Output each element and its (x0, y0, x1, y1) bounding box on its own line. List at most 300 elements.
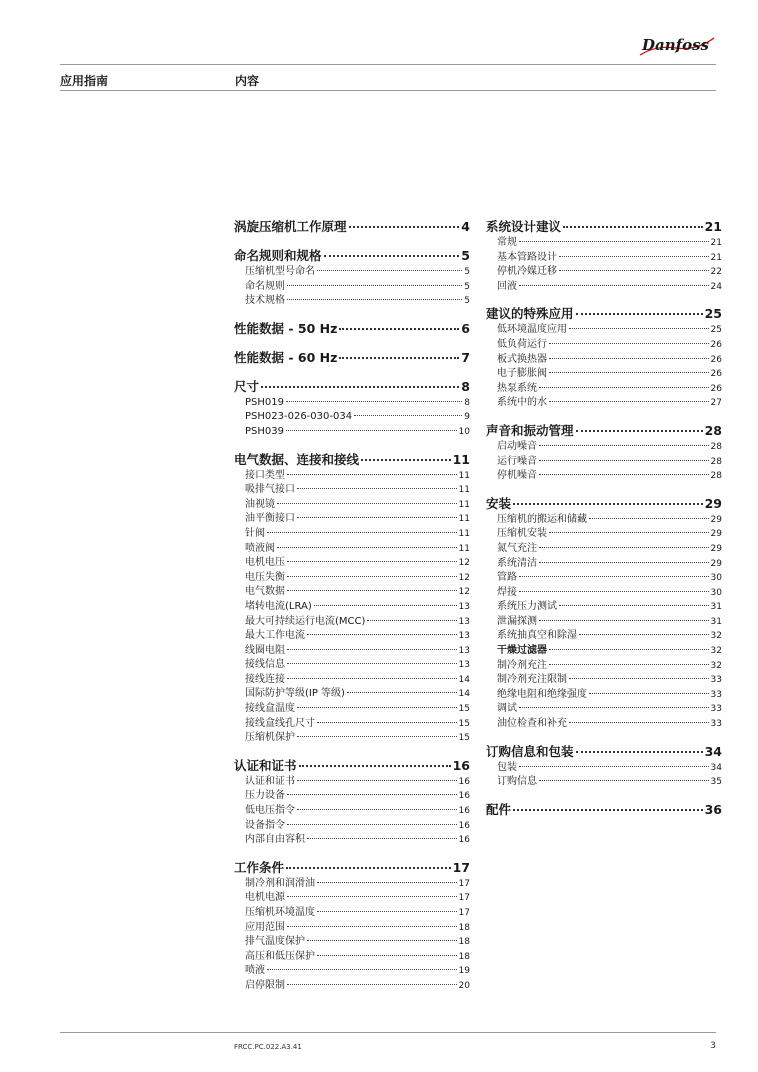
toc-entry-title: 堵转电流(LRA) (245, 600, 312, 612)
toc-entry-title: 最大工作电流 (245, 630, 305, 642)
toc-entry-title: 压缩机的搬运和储藏 (497, 513, 587, 525)
dot-leader (519, 285, 709, 286)
toc-entry-title: 低电压指令 (245, 805, 295, 817)
dot-leader (549, 664, 709, 665)
toc-subentry[interactable] (486, 702, 722, 717)
toc-subentry[interactable] (234, 425, 470, 440)
toc-entry-title: 命名规则 (245, 280, 285, 292)
toc-entry-title: 排气温度保护 (245, 936, 305, 948)
dot-leader (317, 911, 457, 912)
dot-leader (519, 241, 709, 242)
dot-leader (287, 649, 457, 650)
toc-entry-title: 建议的特殊应用 (486, 306, 574, 322)
toc-entry-page: 28 (710, 456, 722, 467)
toc-entry-title: 低负荷运行 (497, 338, 547, 350)
toc-entry-title: 认证和证书 (234, 757, 297, 773)
dot-leader (539, 547, 709, 548)
toc-subentry[interactable] (234, 571, 470, 586)
toc-subentry[interactable] (234, 687, 470, 702)
toc-entry-page: 17 (452, 859, 470, 875)
toc-subentry[interactable] (486, 323, 722, 338)
toc-entry-title: 接线连接 (245, 673, 285, 685)
toc-entry-page: 7 (461, 349, 470, 365)
toc-subentry[interactable] (486, 527, 722, 542)
toc-entry-page: 26 (710, 339, 722, 350)
dot-leader (287, 576, 457, 577)
toc-subentry[interactable] (234, 833, 470, 848)
toc-entry-page: 13 (458, 616, 470, 627)
document-code: FRCC.PC.022.A3.41 (234, 1043, 302, 1051)
toc-entry-title: 回液 (497, 280, 517, 292)
toc-entry-title: PSH023-026-030-034 (245, 411, 353, 423)
toc-subentry[interactable] (234, 906, 470, 921)
toc-entry-title: 系统中的水 (497, 397, 547, 409)
toc-section (234, 378, 470, 440)
toc-entry-title: 电机电源 (245, 892, 285, 904)
toc-entry-title: 泄漏探测 (497, 615, 537, 627)
toc-section-entry[interactable] (234, 859, 470, 877)
toc-subentry[interactable] (486, 688, 722, 703)
toc-entry-page: 34 (710, 762, 722, 773)
toc-subentry[interactable] (234, 410, 470, 425)
toc-entry-page: 31 (710, 616, 722, 627)
toc-subentry[interactable] (486, 600, 722, 615)
toc-subentry[interactable] (234, 717, 470, 732)
dot-leader (314, 605, 457, 606)
toc-section (234, 757, 470, 848)
toc-subentry[interactable] (486, 280, 722, 295)
toc-entry-title: 油视镜 (245, 498, 275, 510)
dot-leader (287, 984, 457, 985)
toc-entry-page: 31 (710, 602, 722, 613)
dot-leader (361, 459, 451, 461)
toc-subentry[interactable] (486, 615, 722, 630)
toc-entry-title: 系统抽真空和除湿 (497, 630, 577, 642)
toc-entry-page: 8 (464, 397, 470, 408)
toc-entry-page: 26 (710, 354, 722, 365)
toc-subentry[interactable] (234, 702, 470, 717)
toc-subentry[interactable] (234, 615, 470, 630)
toc-entry-title: 启停限制 (245, 979, 285, 991)
toc-section-entry[interactable] (234, 218, 470, 236)
toc-subentry[interactable] (234, 921, 470, 936)
toc-section-entry[interactable] (234, 247, 470, 265)
toc-left-column (234, 218, 470, 1005)
toc-subentry[interactable] (486, 469, 722, 484)
toc-subentry[interactable] (234, 294, 470, 309)
toc-entry-title: 热泵系统 (497, 382, 537, 394)
dot-leader (576, 751, 703, 753)
toc-subentry[interactable] (234, 483, 470, 498)
dot-leader (549, 358, 709, 359)
dot-leader (339, 328, 459, 330)
svg-text:Danfoss: Danfoss (642, 36, 709, 54)
toc-entry-page: 11 (458, 499, 470, 510)
toc-entry-title: 订购信息和包装 (486, 743, 574, 759)
dot-leader (299, 765, 451, 767)
toc-entry-title: 电机电压 (245, 557, 285, 569)
toc-entry-page: 4 (461, 219, 470, 234)
toc-subentry[interactable] (234, 731, 470, 746)
toc-entry-page: 13 (458, 645, 470, 656)
dot-leader (549, 372, 709, 373)
dot-leader (569, 722, 709, 723)
toc-entry-title: 常规 (497, 237, 517, 248)
dot-leader (569, 328, 709, 329)
dot-leader (287, 561, 457, 562)
toc-section (234, 349, 470, 367)
toc-entry-page: 11 (458, 470, 470, 481)
toc-subentry[interactable] (234, 629, 470, 644)
toc-entry-page: 32 (710, 646, 722, 657)
toc-subentry[interactable] (486, 586, 722, 601)
dot-leader (519, 576, 709, 577)
toc-subentry[interactable] (486, 382, 722, 397)
toc-entry-page: 28 (710, 471, 722, 482)
toc-subentry[interactable] (234, 673, 470, 688)
dot-leader (589, 518, 709, 519)
toc-subentry[interactable] (234, 280, 470, 295)
toc-entry-page: 32 (710, 660, 722, 671)
toc-entry-title: 线圈电阻 (245, 644, 285, 656)
toc-subentry[interactable] (234, 265, 470, 280)
dot-leader (297, 736, 457, 737)
dot-leader (539, 562, 709, 563)
toc-entry-page: 16 (452, 757, 470, 773)
dot-leader (307, 940, 457, 941)
toc-entry-title: 启动噪音 (497, 440, 537, 452)
dot-leader (287, 474, 457, 475)
header-section-label: 应用指南 (60, 74, 109, 88)
toc-entry-page: 29 (710, 514, 722, 525)
dot-leader (287, 590, 457, 591)
toc-entry-page: 12 (458, 572, 470, 583)
dot-leader (287, 824, 457, 825)
toc-entry-title: PSH039 (245, 425, 284, 437)
dot-leader (317, 882, 457, 883)
toc-subentry[interactable] (234, 498, 470, 513)
toc-entry-page: 13 (458, 660, 470, 671)
dot-leader (576, 430, 703, 432)
toc-entry-page: 5 (464, 281, 470, 292)
toc-subentry[interactable] (486, 673, 722, 688)
toc-entry-title: 接线盒线孔尺寸 (245, 717, 315, 729)
toc-entry-title: 吸排气接口 (245, 484, 295, 496)
toc-entry-title: 焊接 (497, 586, 517, 598)
dot-leader (539, 474, 709, 475)
toc-entry-title: 涡旋压缩机工作原理 (234, 219, 347, 234)
toc-entry-title: 制冷剂充注 (497, 659, 547, 671)
toc-entry-title: 压缩机环境温度 (245, 907, 315, 918)
toc-section-entry[interactable] (486, 218, 722, 236)
toc-entry-title: 接线信息 (245, 659, 285, 671)
dot-leader (559, 256, 709, 257)
toc-entry-page: 5 (461, 248, 470, 263)
toc-subentry[interactable] (486, 236, 722, 251)
toc-entry-page: 21 (704, 219, 722, 234)
toc-entry-page: 19 (458, 966, 470, 977)
toc-entry-title: 基本管路设计 (497, 251, 557, 263)
toc-entry-title: 应用范围 (245, 921, 285, 933)
toc-entry-title: 高压和低压保护 (245, 950, 315, 962)
header-top-rule (60, 64, 716, 65)
dot-leader (349, 226, 460, 228)
toc-section-entry[interactable] (234, 757, 470, 775)
toc-entry-page: 29 (710, 543, 722, 554)
toc-subentry[interactable] (234, 556, 470, 571)
toc-entry-page: 11 (458, 485, 470, 496)
toc-entry-page: 30 (710, 573, 722, 584)
toc-entry-title: 内部自由容积 (245, 834, 305, 846)
toc-subentry[interactable] (234, 789, 470, 804)
toc-subentry[interactable] (234, 527, 470, 542)
dot-leader (317, 270, 462, 271)
toc-entry-title: 油位检查和补充 (497, 718, 567, 730)
toc-entry-page: 36 (704, 801, 722, 817)
toc-subentry[interactable] (486, 542, 722, 557)
toc-entry-page: 14 (458, 674, 470, 685)
toc-subentry[interactable] (486, 251, 722, 266)
toc-subentry[interactable] (234, 600, 470, 615)
toc-entry-title: 工作条件 (234, 859, 285, 875)
toc-section-entry[interactable] (486, 495, 722, 513)
dot-leader (519, 707, 709, 708)
toc-entry-title: 声音和振动管理 (486, 422, 574, 438)
toc-entry-title: 压缩机型号命名 (245, 266, 315, 277)
toc-section-entry[interactable] (234, 320, 470, 338)
toc-entry-title: 压缩机安装 (497, 528, 547, 540)
toc-entry-page: 11 (458, 514, 470, 525)
toc-subentry[interactable] (234, 542, 470, 557)
toc-subentry[interactable] (234, 819, 470, 834)
toc-entry-title: 电子膨胀阀 (497, 368, 547, 380)
dot-leader (519, 591, 709, 592)
toc-subentry[interactable] (486, 265, 722, 280)
dot-leader (297, 780, 457, 781)
toc-entry-page: 35 (710, 777, 722, 788)
toc-entry-page: 18 (458, 951, 470, 962)
dot-leader (261, 386, 459, 388)
dot-leader (277, 547, 457, 548)
dot-leader (559, 270, 709, 271)
dot-leader (307, 838, 457, 839)
toc-section-entry[interactable] (486, 305, 722, 323)
toc-entry-title: 配件 (486, 801, 512, 817)
toc-subentry[interactable] (234, 396, 470, 411)
toc-entry-title: 性能数据 - 60 Hz (234, 349, 338, 365)
toc-entry-page: 15 (458, 704, 470, 715)
toc-entry-page: 11 (452, 451, 470, 467)
toc-entry-title: 国际防护等级(IP 等级) (245, 688, 345, 700)
header-bottom-rule (60, 90, 716, 91)
dot-leader (549, 649, 709, 650)
toc-subentry[interactable] (486, 396, 722, 411)
toc-entry-page: 15 (458, 718, 470, 729)
dot-leader (539, 620, 709, 621)
toc-subentry[interactable] (234, 644, 470, 659)
toc-entry-page: 26 (710, 383, 722, 394)
toc-entry-title: 电气数据 (245, 586, 285, 598)
toc-subentry[interactable] (234, 891, 470, 906)
toc-subentry[interactable] (234, 775, 470, 790)
toc-entry-title: 氮气充注 (497, 542, 537, 554)
toc-entry-page: 28 (704, 422, 722, 438)
toc-entry-page: 16 (458, 806, 470, 817)
toc-subentry[interactable] (234, 950, 470, 965)
dot-leader (347, 692, 457, 693)
toc-entry-title: 停机噪音 (497, 470, 537, 482)
toc-entry-page: 29 (710, 529, 722, 540)
toc-subentry[interactable] (486, 513, 722, 528)
dot-leader (549, 532, 709, 533)
toc-subentry[interactable] (486, 455, 722, 470)
toc-subentry[interactable] (486, 629, 722, 644)
toc-section (486, 801, 722, 819)
toc-entry-page: 33 (710, 675, 722, 686)
dot-leader (539, 460, 709, 461)
dot-leader (513, 503, 703, 505)
toc-subentry[interactable] (486, 338, 722, 353)
toc-entry-page: 32 (710, 631, 722, 642)
toc-entry-page: 5 (464, 296, 470, 307)
dot-leader (287, 678, 457, 679)
toc-section (234, 218, 470, 236)
toc-section-entry[interactable] (486, 422, 722, 440)
toc-entry-title: 尺寸 (234, 378, 260, 394)
toc-subentry[interactable] (486, 659, 722, 674)
dot-leader (267, 969, 457, 970)
toc-subentry[interactable] (486, 717, 722, 732)
toc-entry-page: 29 (704, 495, 722, 511)
toc-entry-page: 16 (458, 791, 470, 802)
dot-leader (286, 401, 462, 402)
toc-entry-page: 13 (458, 631, 470, 642)
toc-entry-title: 压缩机保护 (245, 732, 295, 744)
toc-entry-page: 20 (458, 980, 470, 991)
toc-section-entry[interactable] (234, 349, 470, 367)
dot-leader (579, 634, 709, 635)
dot-leader (539, 780, 709, 781)
toc-subentry[interactable] (234, 804, 470, 819)
dot-leader (287, 896, 457, 897)
toc-entry-title: 板式换热器 (497, 353, 547, 365)
dot-leader (563, 226, 703, 228)
toc-entry-title: 系统清洁 (497, 557, 537, 569)
toc-entry-title: 制冷剂充注限制 (497, 674, 567, 686)
toc-subentry[interactable] (234, 658, 470, 673)
dot-leader (513, 809, 703, 811)
toc-entry-title: 管路 (497, 572, 517, 584)
toc-entry-title: 电气数据、连接和接线 (234, 451, 360, 467)
toc-entry-title: 干燥过滤器 (497, 645, 547, 657)
toc-subentry[interactable] (234, 512, 470, 527)
toc-entry-page: 9 (464, 412, 470, 423)
toc-section (486, 422, 722, 484)
dot-leader (569, 678, 709, 679)
toc-subentry[interactable] (486, 571, 722, 586)
toc-entry-page: 33 (710, 704, 722, 715)
toc-section-entry[interactable] (234, 378, 470, 396)
toc-section (486, 218, 722, 294)
toc-subentry[interactable] (234, 469, 470, 484)
dot-leader (549, 343, 709, 344)
toc-entry-title: 停机冷媒迁移 (497, 266, 557, 278)
dot-leader (317, 722, 457, 723)
toc-entry-title: 命名规则和规格 (234, 248, 322, 263)
toc-subentry[interactable] (486, 440, 722, 455)
toc-subentry[interactable] (234, 935, 470, 950)
toc-subentry[interactable] (234, 964, 470, 979)
toc-entry-page: 18 (458, 937, 470, 948)
toc-entry-page: 11 (458, 528, 470, 539)
toc-entry-title: 安装 (486, 495, 512, 511)
toc-entry-title: 针阀 (245, 527, 265, 539)
dot-leader (354, 415, 462, 416)
toc-entry-title: 电压失衡 (245, 571, 285, 583)
dot-leader (287, 794, 457, 795)
toc-entry-page: 33 (710, 689, 722, 700)
toc-entry-page: 6 (461, 320, 470, 336)
toc-entry-page: 25 (710, 325, 722, 336)
toc-entry-page: 29 (710, 558, 722, 569)
toc-entry-page: 33 (710, 719, 722, 730)
dot-leader (287, 926, 457, 927)
toc-entry-title: 喷液阀 (245, 542, 275, 554)
toc-section-entry[interactable] (234, 451, 470, 469)
toc-entry-page: 11 (458, 543, 470, 554)
toc-entry-title: 包装 (497, 761, 517, 773)
toc-entry-page: 17 (458, 908, 470, 918)
toc-entry-title: 油平衡接口 (245, 513, 295, 525)
toc-subentry[interactable] (486, 775, 722, 790)
toc-entry-page: 28 (710, 441, 722, 452)
toc-subentry[interactable] (486, 644, 722, 659)
toc-entry-page: 12 (458, 587, 470, 598)
toc-subentry[interactable] (234, 585, 470, 600)
toc-entry-page: 14 (458, 689, 470, 700)
toc-entry-title: 调试 (497, 703, 517, 715)
toc-entry-page: 16 (458, 776, 470, 787)
toc-subentry[interactable] (486, 353, 722, 368)
dot-leader (286, 430, 457, 431)
toc-section (486, 495, 722, 732)
toc-section-entry[interactable] (486, 743, 722, 761)
dot-leader (297, 707, 457, 708)
toc-subentry[interactable] (234, 979, 470, 994)
toc-entry-title: 压力设备 (245, 790, 285, 802)
toc-entry-page: 26 (710, 369, 722, 380)
dot-leader (287, 663, 457, 664)
toc-entry-page: 34 (704, 743, 722, 759)
toc-subentry[interactable] (234, 877, 470, 892)
toc-subentry[interactable] (486, 761, 722, 776)
dot-leader (367, 620, 456, 621)
toc-section (486, 743, 722, 790)
toc-section-entry[interactable] (486, 801, 722, 819)
header-page-title: 内容 (235, 74, 260, 88)
dot-leader (297, 517, 457, 518)
dot-leader (339, 357, 459, 359)
toc-entry-page: 24 (710, 281, 722, 292)
toc-entry-title: 喷液 (245, 965, 265, 977)
dot-leader (324, 255, 460, 257)
toc-subentry[interactable] (486, 557, 722, 572)
toc-subentry[interactable] (486, 367, 722, 382)
toc-entry-title: 性能数据 - 50 Hz (234, 320, 338, 336)
toc-entry-page: 30 (710, 587, 722, 598)
toc-entry-title: 订购信息 (497, 776, 537, 788)
toc-entry-title: 系统设计建议 (486, 219, 562, 234)
